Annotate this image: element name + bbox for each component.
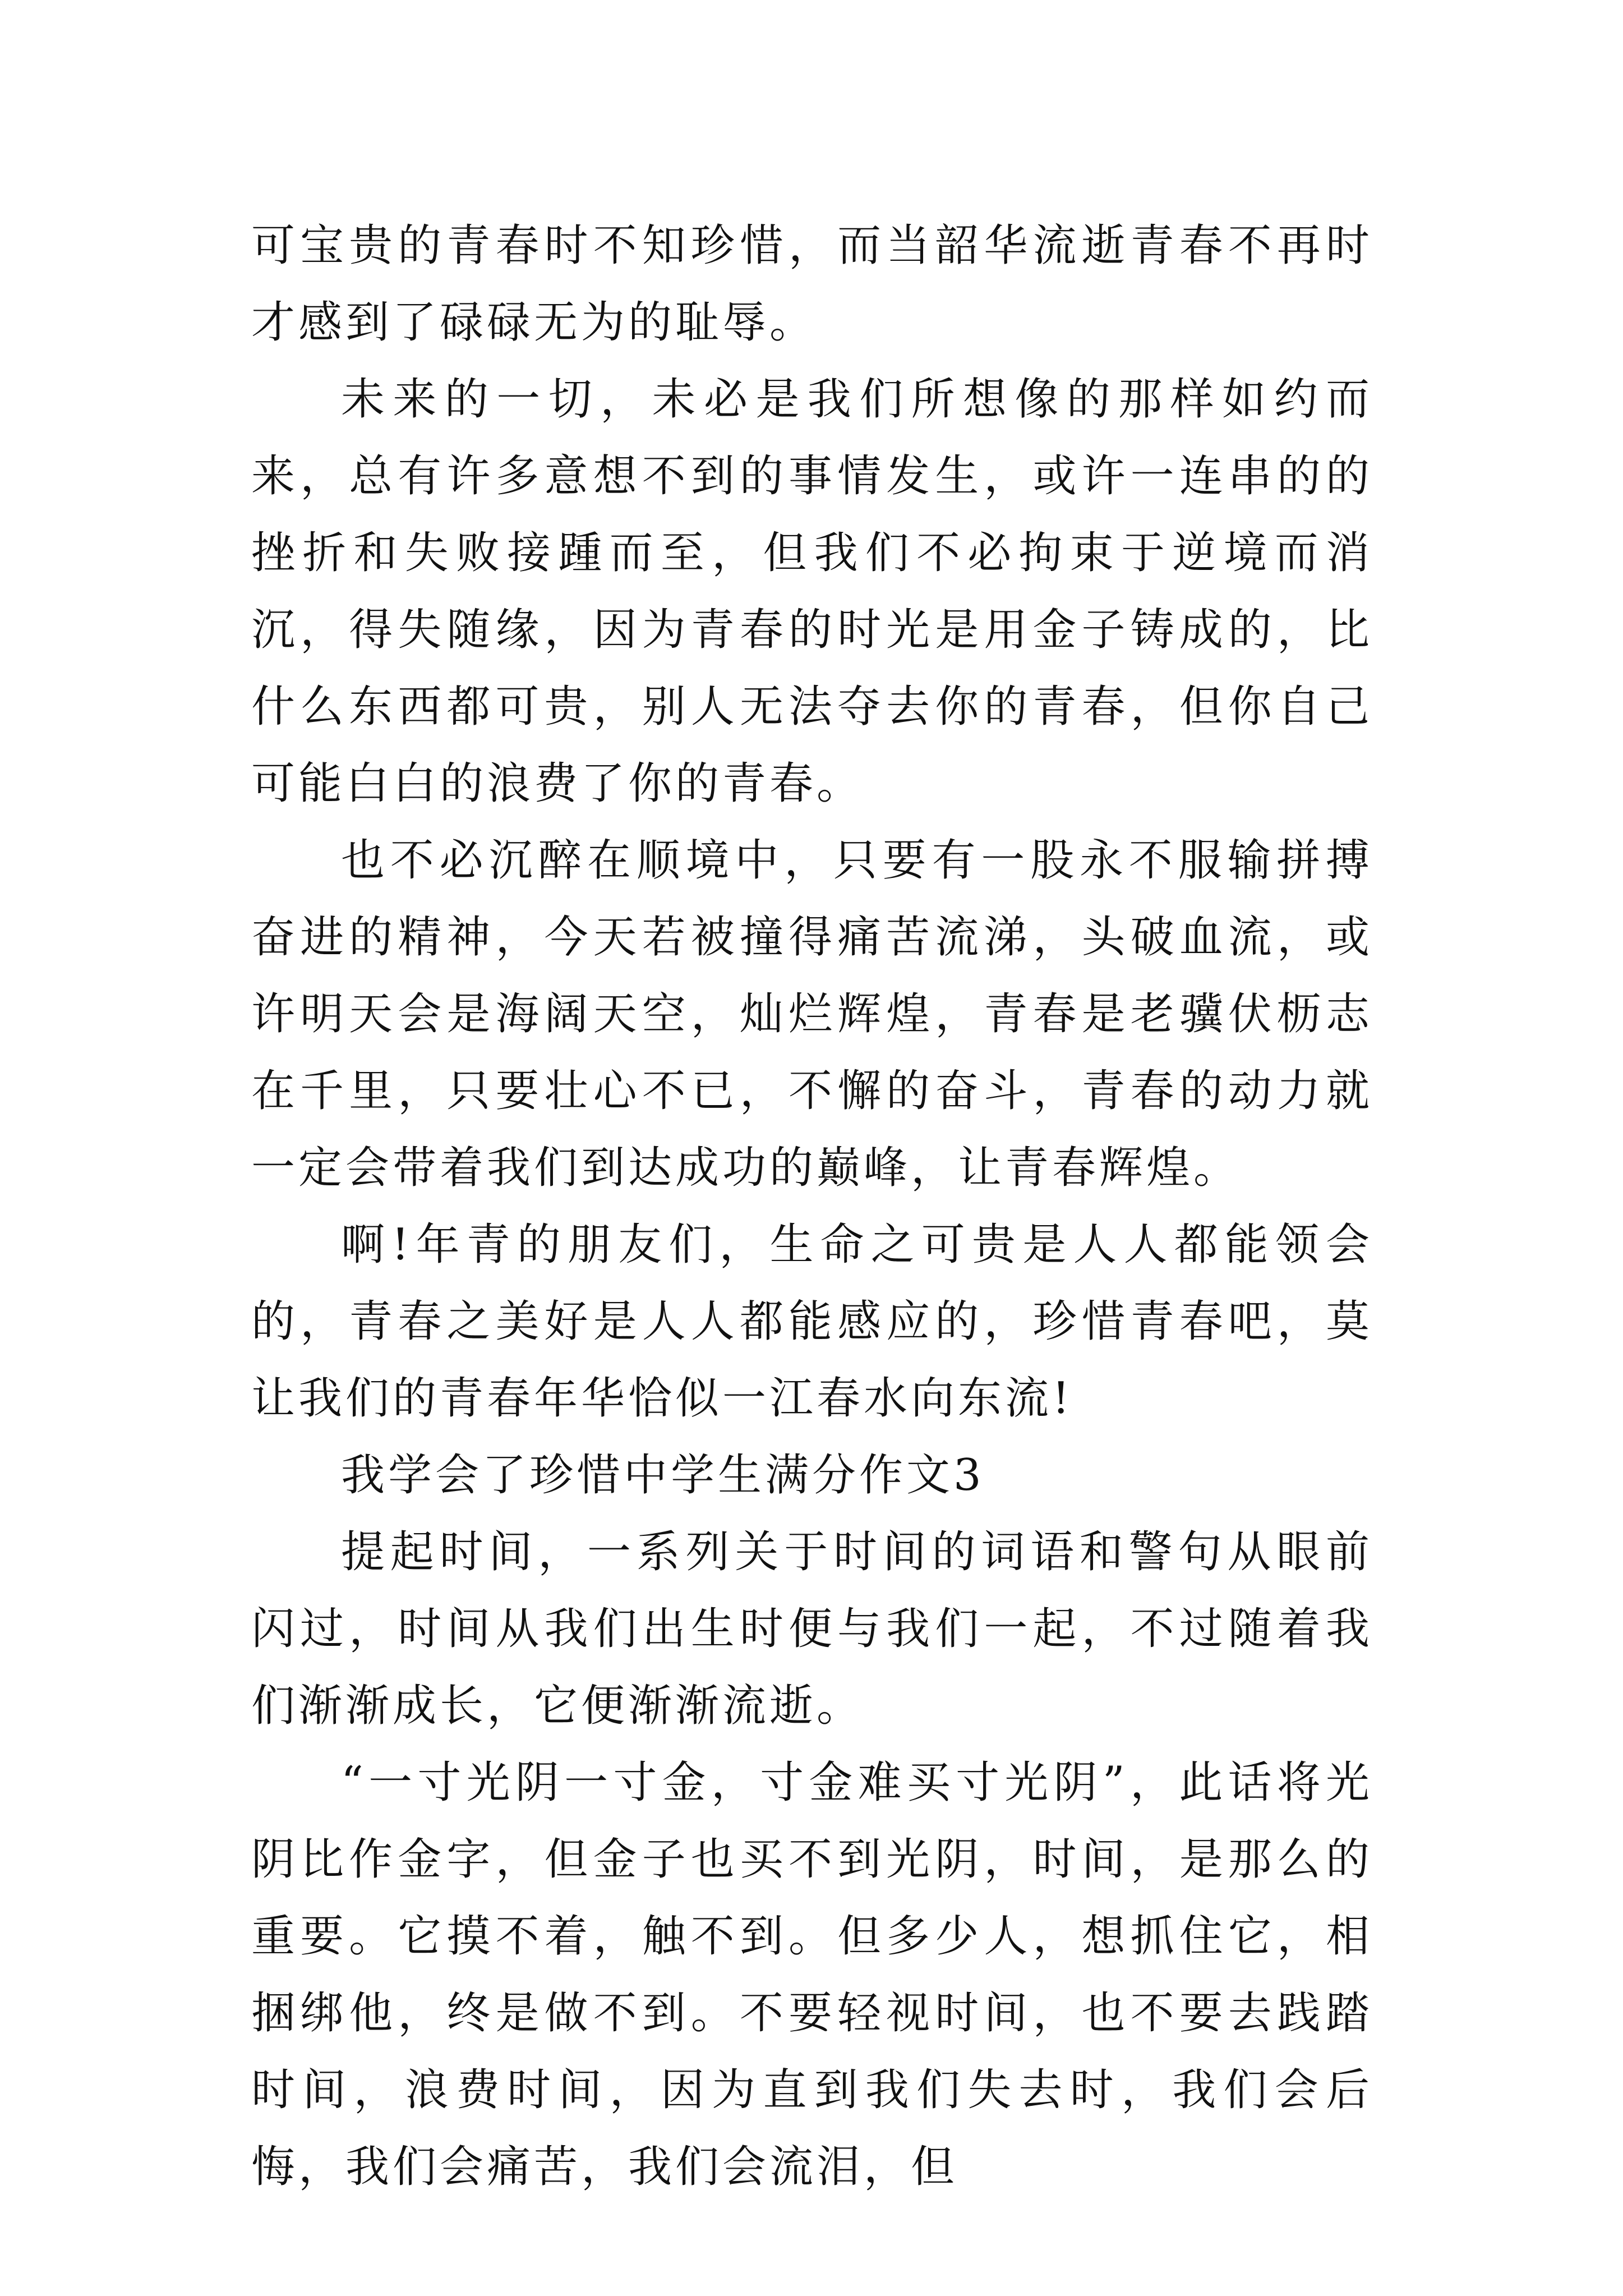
paragraph: 提起时间，一系列关于时间的词语和警句从眼前闪过，时间从我们出生时便与我们一起，不过随着我们渐渐成长，它便渐渐流逝。: [251, 1527, 1373, 1731]
paragraph: 未来的一切，未必是我们所想像的那样如约而来，总有许多意想不到的事情发生，或许一连串的的挫折和失败接踵而至，但我们不必拘束于逆境而消沉，得失随缘，因为青春的时光是用金子铸成的，比什么东西都可贵，别人无法夺去你的青春，但你自己可能白白的浪费了你的青春。: [251, 374, 1373, 809]
paragraph: “一寸光阴一寸金，寸金难买寸光阴”，此话将光阴比作金字，但金子也买不到光阴，时间，是那么的重要。它摸不着，触不到。但多少人，想抓住它，相捆绑他，终是做不到。不要轻视时间，也不要去践踏时间，浪费时间，因为直到我们失去时，我们会后悔，我们会痛苦，我们会流泪，但: [251, 1757, 1373, 2192]
paragraph-continuation: 可宝贵的青春时不知珍惜，而当韶华流逝青春不再时才感到了碌碌无为的耻辱。: [251, 220, 1373, 348]
paragraph: 也不必沉醉在顺境中，只要有一股永不服输拼搏奋进的精神，今天若被撞得痛苦流涕，头破血流，或许明天会是海阔天空，灿烂辉煌，青春是老骥伏枥志在千里，只要壮心不已，不懈的奋斗，青春的动力就一定会带着我们到达成功的巅峰，让青春辉煌。: [251, 835, 1373, 1193]
section-heading: 我学会了珍惜中学生满分作文3: [341, 1450, 985, 1501]
document-body: [251, 208, 1373, 2206]
paragraph: 啊!年青的朋友们，生命之可贵是人人都能领会的，青春之美好是人人都能感应的，珍惜青春吧，莫让我们的青春年华恰似一江春水向东流!: [251, 1220, 1373, 1424]
